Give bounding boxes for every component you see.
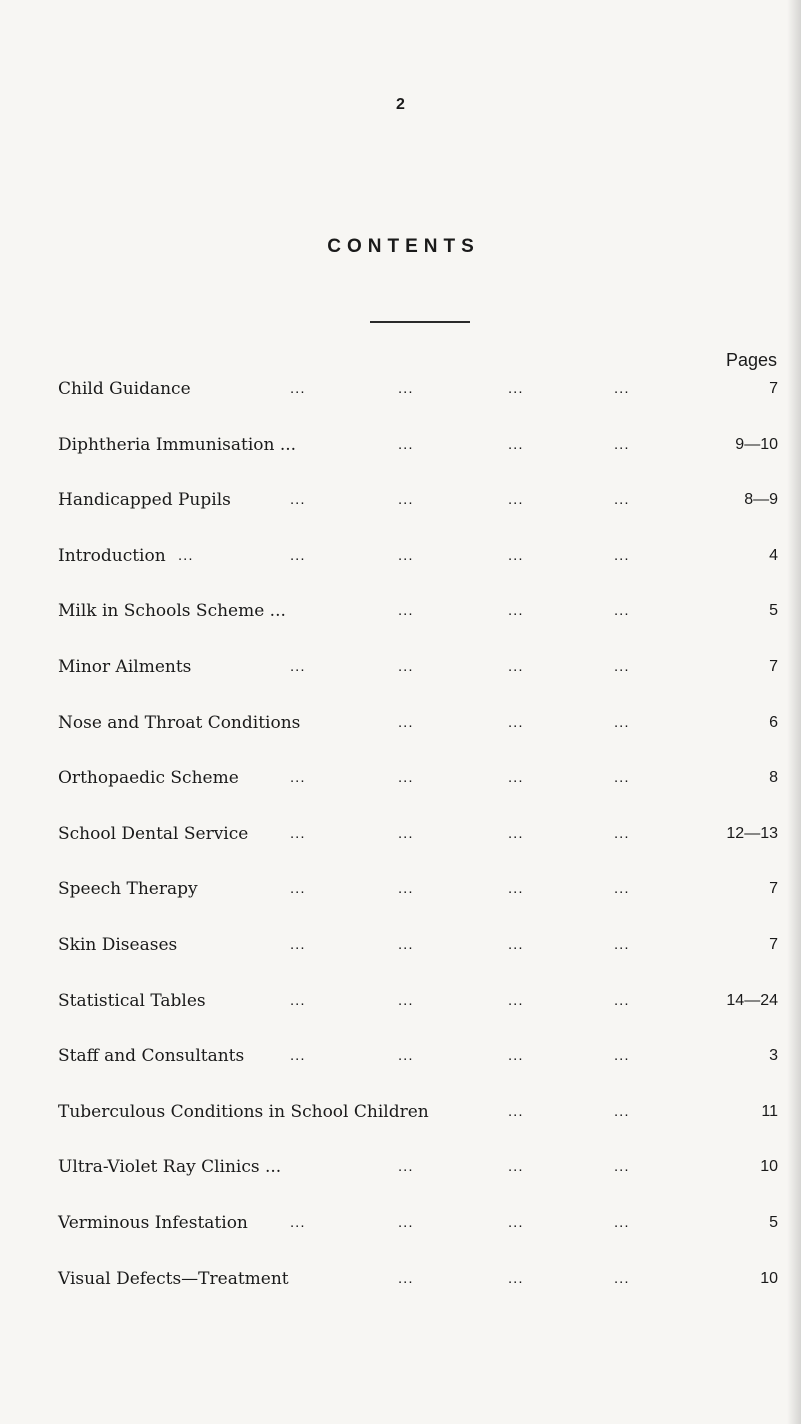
dot-leader: ... [290,380,306,397]
entry-pages: 7 [769,935,778,953]
dot-leader: ... [398,1047,414,1065]
entry-label: School Dental Service [58,823,249,844]
entry-pages: 8 [769,769,778,787]
dot-leader: ... [508,491,524,509]
entry-pages: 6 [769,713,778,731]
dot-leader: ... [508,713,524,731]
entry-label: Ultra-Violet Ray Clinics ... [58,1157,282,1178]
dot-leader: ... [614,380,630,397]
dot-leader: ... [398,991,414,1009]
entry-pages: 12—13 [726,824,778,842]
entry-pages: 14—24 [726,991,778,1009]
dot-leader: ... [398,546,414,564]
dot-leader: ... [614,602,630,620]
entry-label: Child Guidance [58,379,191,399]
title-rule [370,321,470,323]
entry-label: Nose and Throat Conditions [58,712,301,733]
dot-leader: ... [614,991,630,1009]
entry-label: Tuberculous Conditions in School Children [58,1101,429,1122]
entry-pages: 5 [769,602,778,620]
dot-leader: ... [508,824,524,842]
dot-leader: ... [290,1213,306,1231]
dot-leader: ... [508,935,524,953]
page-number: 2 [396,96,405,113]
pages-column-header: Pages [725,350,777,370]
contents-entry [58,600,778,656]
entry-label: Visual Defects—Treatment [58,1268,289,1289]
entry-label: Staff and Consultants [58,1046,245,1067]
dot-leader: ... [508,880,524,898]
dot-leader: ... [290,880,306,898]
dot-leader: ... [290,491,306,509]
contents-entry [58,712,778,768]
dot-leader: ... [614,1213,630,1231]
contents-entry [58,1101,778,1157]
entry-pages: 4 [769,546,778,564]
contents-entry [58,434,778,490]
dot-leader: ... [290,546,306,564]
entry-pages: 10 [760,1158,778,1176]
dot-leader: ... [398,713,414,731]
entry-pages: 11 [761,1102,778,1120]
contents-entry [58,1268,778,1324]
dot-leader: ... [290,824,306,842]
dot-leader: ... [290,991,306,1009]
dot-leader: ... [398,769,414,787]
dot-leader: ... [614,824,630,842]
contents-entry [58,878,778,934]
dot-leader: ... [398,824,414,842]
dot-leader: ... [614,880,630,898]
dot-leader: ... [614,935,630,953]
contents-entry [58,656,778,712]
dot-leader: ... [398,1269,414,1287]
dot-leader: ... [614,1158,630,1176]
dot-leader: ... [398,380,414,397]
dot-leader: ... [614,435,630,453]
dot-leader: ... [614,546,630,564]
dot-leader: ... [398,935,414,953]
dot-leader: ... [508,991,524,1009]
dot-leader: ... [614,713,630,731]
contents-entry [58,990,778,1046]
entry-pages: 7 [769,657,778,675]
entry-label: Verminous Infestation [58,1212,248,1233]
dot-leader: ... [398,602,414,620]
entry-pages: 7 [769,880,778,898]
dot-leader: ... [614,657,630,675]
dot-leader: ... [508,1047,524,1065]
dot-leader: ... [508,602,524,620]
dot-leader: ... [508,546,524,564]
entry-pages: 5 [769,1213,778,1231]
contents-list [58,378,778,1323]
dot-leader: ... [508,1269,524,1287]
dot-leader: ... [614,769,630,787]
dot-leader: ... [508,769,524,787]
dot-leader: ... [290,1047,306,1065]
entry-pages: 10 [760,1269,778,1287]
dot-leader: ... [508,1158,524,1176]
entry-label: Statistical Tables [58,990,206,1011]
entry-pages: 7 [769,380,778,397]
dot-leader: ... [290,935,306,953]
contents-entry [58,934,778,990]
contents-entry [58,1045,778,1101]
contents-entry [58,823,778,879]
contents-entry [58,489,778,545]
dot-leader: ... [614,1102,630,1120]
contents-entry [58,1212,778,1268]
entry-label: Minor Ailments [58,656,192,677]
dot-leader: ... [398,657,414,675]
entry-label: Skin Diseases [58,934,178,955]
dot-leader: ... [290,657,306,675]
entry-label: Speech Therapy [58,879,198,900]
contents-entry [58,545,778,601]
entry-label: Orthopaedic Scheme [58,768,239,789]
contents-title: CONTENTS [327,236,480,257]
contents-entry [58,378,778,434]
dot-leader: ... [508,657,524,675]
dot-leader: ... [508,1213,524,1231]
dot-leader: ... [398,491,414,509]
entry-label: Introduction [58,545,166,566]
page-edge-shadow [787,0,801,1424]
entry-pages: 8—9 [744,491,778,509]
dot-leader: ... [614,1269,630,1287]
dot-leader: ... [290,769,306,787]
dot-leader: ... [508,435,524,453]
dot-leader: ... [508,380,524,397]
dot-leader: ... [614,1047,630,1065]
dot-leader: ... [178,546,194,564]
dot-leader: ... [508,1102,524,1120]
dot-leader: ... [398,435,414,453]
entry-pages: 3 [769,1047,778,1065]
entry-label: Milk in Schools Scheme ... [58,601,286,622]
dot-leader: ... [398,1158,414,1176]
dot-leader: ... [398,1213,414,1231]
dot-leader: ... [398,880,414,898]
entry-label: Handicapped Pupils [58,490,231,511]
dot-leader: ... [614,491,630,509]
entry-pages: 9—10 [735,435,778,453]
contents-entry [58,1156,778,1212]
contents-entry [58,767,778,823]
entry-label: Diphtheria Immunisation ... [58,434,297,455]
